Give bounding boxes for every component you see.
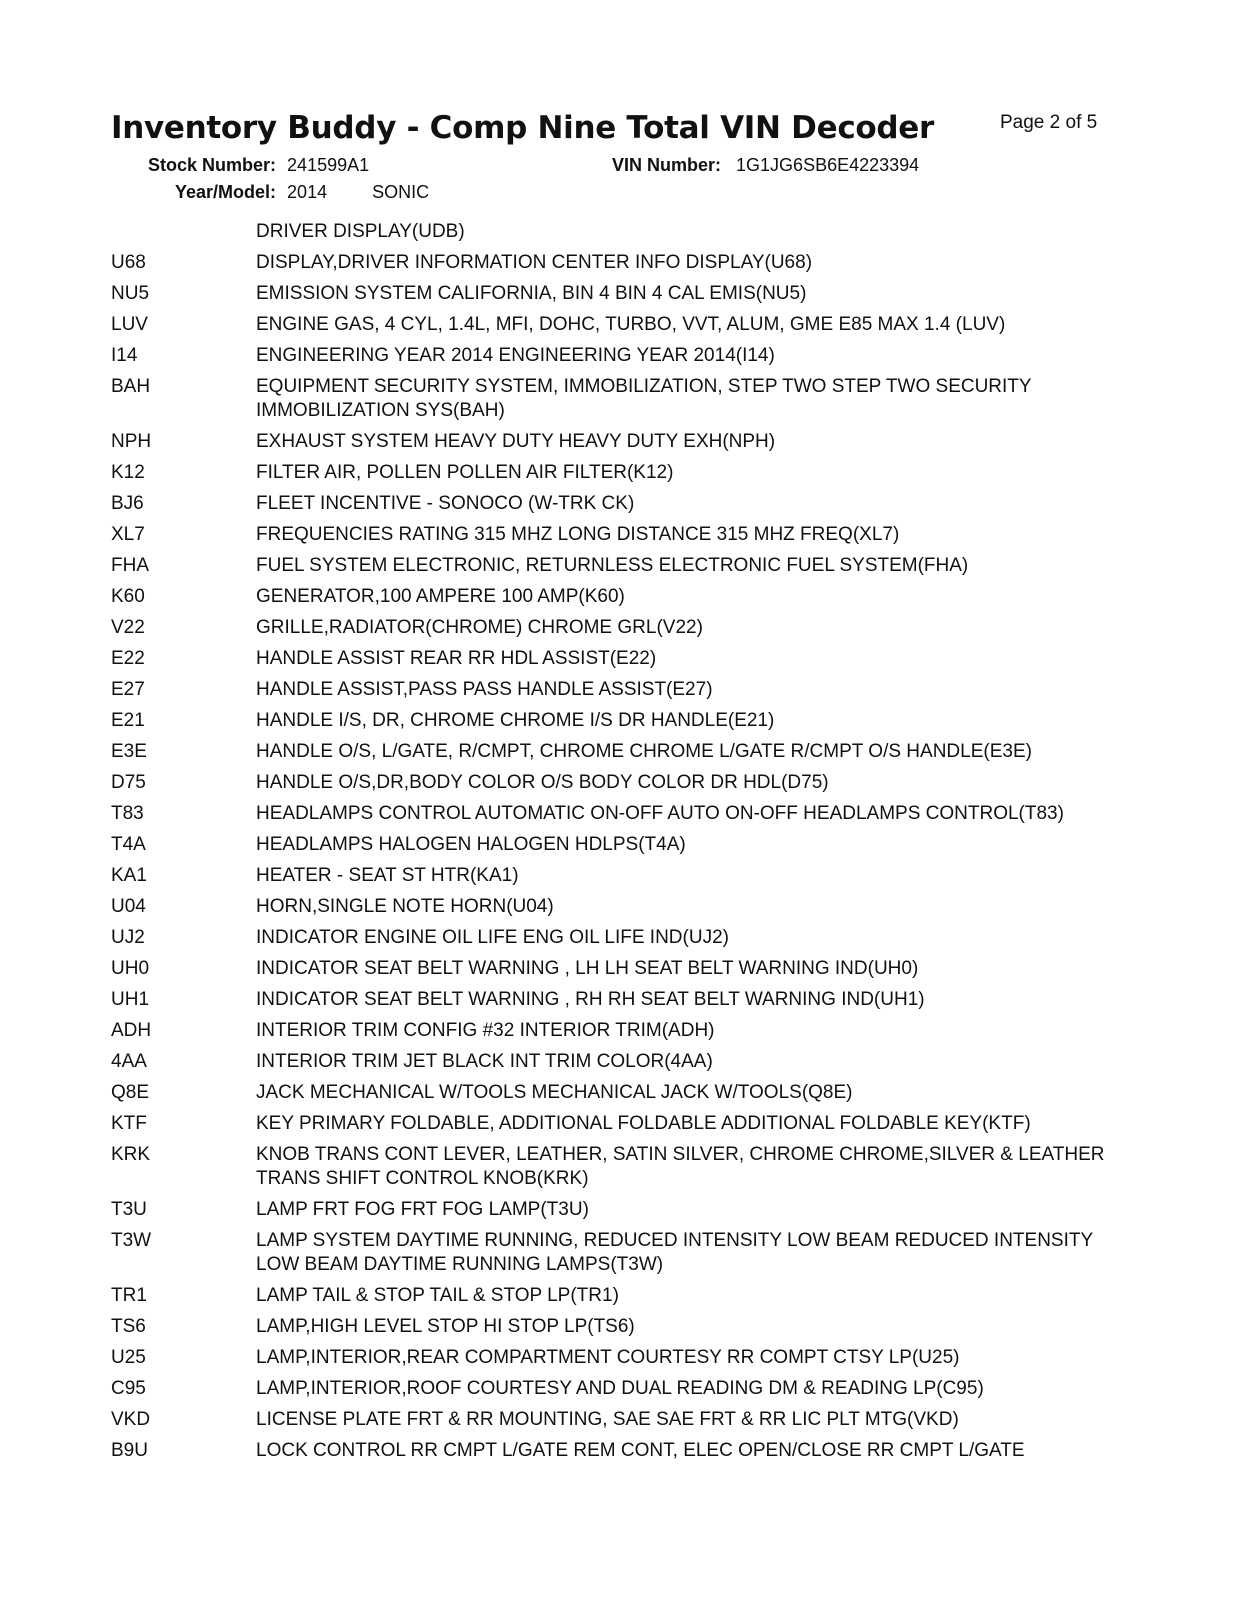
list-item bbox=[0, 988, 1236, 1012]
list-item bbox=[0, 1198, 1236, 1222]
list-item bbox=[0, 1408, 1236, 1432]
option-description: FUEL SYSTEM ELECTRONIC, RETURNLESS ELECTRONIC FUEL SYSTEM(FHA) bbox=[256, 555, 969, 576]
list-item bbox=[0, 895, 1236, 919]
option-code: U04 bbox=[111, 896, 146, 917]
list-item bbox=[0, 1229, 1236, 1277]
option-code: NPH bbox=[111, 431, 152, 452]
option-description: INDICATOR ENGINE OIL LIFE ENG OIL LIFE IND(UJ2) bbox=[256, 927, 729, 948]
option-code: U68 bbox=[111, 252, 146, 273]
list-item bbox=[0, 1112, 1236, 1136]
list-item bbox=[0, 344, 1236, 368]
option-code: TS6 bbox=[111, 1316, 146, 1337]
list-item bbox=[0, 554, 1236, 578]
option-description: EQUIPMENT SECURITY SYSTEM, IMMOBILIZATION, STEP TWO STEP TWO SECURITY IMMOBILIZATION SYS(BAH) bbox=[256, 376, 1032, 421]
option-code: FHA bbox=[111, 555, 149, 576]
option-code: T4A bbox=[111, 834, 146, 855]
option-code: TR1 bbox=[111, 1285, 147, 1306]
option-description: KNOB TRANS CONT LEVER, LEATHER, SATIN SILVER, CHROME CHROME,SILVER & LEATHER TRANS SHIFT CONTROL KNOB(KRK) bbox=[256, 1144, 1105, 1189]
option-code: D75 bbox=[111, 772, 146, 793]
stock-number-field bbox=[148, 155, 369, 176]
vin-number-value: 1G1JG6SB6E4223394 bbox=[736, 155, 920, 175]
list-item bbox=[0, 461, 1236, 485]
list-item bbox=[0, 282, 1236, 306]
option-description: LOCK CONTROL RR CMPT L/GATE REM CONT, ELEC OPEN/CLOSE RR CMPT L/GATE bbox=[256, 1440, 1025, 1461]
year-model-field bbox=[175, 182, 429, 203]
option-code: V22 bbox=[111, 617, 145, 638]
list-item bbox=[0, 1346, 1236, 1370]
option-code: 4AA bbox=[111, 1051, 147, 1072]
list-item bbox=[0, 957, 1236, 981]
option-code: T83 bbox=[111, 803, 144, 824]
option-description: LICENSE PLATE FRT & RR MOUNTING, SAE SAE FRT & RR LIC PLT MTG(VKD) bbox=[256, 1409, 959, 1430]
list-item bbox=[0, 1439, 1236, 1463]
list-item bbox=[0, 430, 1236, 454]
option-description: INDICATOR SEAT BELT WARNING , LH LH SEAT BELT WARNING IND(UH0) bbox=[256, 958, 919, 979]
option-code: UJ2 bbox=[111, 927, 145, 948]
option-code: VKD bbox=[111, 1409, 151, 1430]
option-code: NU5 bbox=[111, 283, 150, 304]
option-code: KRK bbox=[111, 1144, 151, 1165]
list-item bbox=[0, 585, 1236, 609]
option-description: GRILLE,RADIATOR(CHROME) CHROME GRL(V22) bbox=[256, 617, 703, 638]
list-item bbox=[0, 864, 1236, 888]
option-code: B9U bbox=[111, 1440, 148, 1461]
option-description: INTERIOR TRIM CONFIG #32 INTERIOR TRIM(ADH) bbox=[256, 1020, 715, 1041]
vin-number-label: VIN Number: bbox=[612, 155, 722, 175]
page-title: Inventory Buddy - Comp Nine Total VIN Decoder bbox=[111, 110, 935, 146]
list-item bbox=[0, 1143, 1236, 1191]
list-item bbox=[0, 616, 1236, 640]
option-description: LAMP FRT FOG FRT FOG LAMP(T3U) bbox=[256, 1199, 589, 1220]
list-item bbox=[0, 251, 1236, 275]
list-item bbox=[0, 220, 1236, 244]
list-item bbox=[0, 771, 1236, 795]
option-description: DISPLAY,DRIVER INFORMATION CENTER INFO DISPLAY(U68) bbox=[256, 252, 813, 273]
option-code: T3W bbox=[111, 1230, 152, 1251]
option-description: HEATER - SEAT ST HTR(KA1) bbox=[256, 865, 519, 886]
list-item bbox=[0, 1081, 1236, 1105]
option-description: ENGINEERING YEAR 2014 ENGINEERING YEAR 2014(I14) bbox=[256, 345, 775, 366]
option-description: LAMP SYSTEM DAYTIME RUNNING, REDUCED INTENSITY LOW BEAM REDUCED INTENSITY LOW BEAM DAYTIME RUNNING LAMPS(T3W) bbox=[256, 1230, 1093, 1275]
option-code: E21 bbox=[111, 710, 145, 731]
option-code: KTF bbox=[111, 1113, 147, 1134]
option-code: LUV bbox=[111, 314, 148, 335]
list-item bbox=[0, 1050, 1236, 1074]
option-description: ENGINE GAS, 4 CYL, 1.4L, MFI, DOHC, TURBO, VVT, ALUM, GME E85 MAX 1.4 (LUV) bbox=[256, 314, 1006, 335]
option-description: GENERATOR,100 AMPERE 100 AMP(K60) bbox=[256, 586, 625, 607]
option-code: E3E bbox=[111, 741, 147, 762]
list-item bbox=[0, 1315, 1236, 1339]
list-item bbox=[0, 926, 1236, 950]
option-code: UH0 bbox=[111, 958, 150, 979]
option-description: HEADLAMPS CONTROL AUTOMATIC ON-OFF AUTO ON-OFF HEADLAMPS CONTROL(T83) bbox=[256, 803, 1064, 824]
option-code: T3U bbox=[111, 1199, 147, 1220]
option-code: Q8E bbox=[111, 1082, 150, 1103]
option-description: LAMP,INTERIOR,ROOF COURTESY AND DUAL READING DM & READING LP(C95) bbox=[256, 1378, 984, 1399]
option-description: JACK MECHANICAL W/TOOLS MECHANICAL JACK W/TOOLS(Q8E) bbox=[256, 1082, 853, 1103]
list-item bbox=[0, 802, 1236, 826]
list-item bbox=[0, 1284, 1236, 1308]
vin-number-field bbox=[612, 155, 919, 176]
option-code: E22 bbox=[111, 648, 145, 669]
option-description: DRIVER DISPLAY(UDB) bbox=[256, 221, 465, 242]
option-code: C95 bbox=[111, 1378, 146, 1399]
option-description: FILTER AIR, POLLEN POLLEN AIR FILTER(K12) bbox=[256, 462, 674, 483]
option-code: U25 bbox=[111, 1347, 146, 1368]
list-item bbox=[0, 1377, 1236, 1401]
option-code: ADH bbox=[111, 1020, 152, 1041]
option-description: HEADLAMPS HALOGEN HALOGEN HDLPS(T4A) bbox=[256, 834, 686, 855]
option-description: FLEET INCENTIVE - SONOCO (W-TRK CK) bbox=[256, 493, 635, 514]
list-item bbox=[0, 523, 1236, 547]
option-code: KA1 bbox=[111, 865, 147, 886]
page-number: Page 2 of 5 bbox=[1000, 112, 1098, 133]
option-code: UH1 bbox=[111, 989, 150, 1010]
option-description: HORN,SINGLE NOTE HORN(U04) bbox=[256, 896, 554, 917]
option-description: LAMP,HIGH LEVEL STOP HI STOP LP(TS6) bbox=[256, 1316, 635, 1337]
stock-number-value: 241599A1 bbox=[287, 155, 370, 175]
option-description: KEY PRIMARY FOLDABLE, ADDITIONAL FOLDABLE ADDITIONAL FOLDABLE KEY(KTF) bbox=[256, 1113, 1031, 1134]
option-description: LAMP TAIL & STOP TAIL & STOP LP(TR1) bbox=[256, 1285, 619, 1306]
option-description: HANDLE O/S,DR,BODY COLOR O/S BODY COLOR DR HDL(D75) bbox=[256, 772, 829, 793]
option-description: INDICATOR SEAT BELT WARNING , RH RH SEAT BELT WARNING IND(UH1) bbox=[256, 989, 925, 1010]
option-description: LAMP,INTERIOR,REAR COMPARTMENT COURTESY RR COMPT CTSY LP(U25) bbox=[256, 1347, 960, 1368]
option-description: HANDLE O/S, L/GATE, R/CMPT, CHROME CHROME L/GATE R/CMPT O/S HANDLE(E3E) bbox=[256, 741, 1032, 762]
list-item bbox=[0, 740, 1236, 764]
option-code: K60 bbox=[111, 586, 145, 607]
option-description: HANDLE I/S, DR, CHROME CHROME I/S DR HANDLE(E21) bbox=[256, 710, 775, 731]
list-item bbox=[0, 678, 1236, 702]
list-item bbox=[0, 1019, 1236, 1043]
year-value: 2014 bbox=[287, 182, 328, 202]
list-item bbox=[0, 709, 1236, 733]
option-code: K12 bbox=[111, 462, 145, 483]
option-code-list bbox=[0, 220, 1236, 1470]
stock-number-label: Stock Number: bbox=[148, 155, 277, 175]
option-code: I14 bbox=[111, 345, 138, 366]
option-code: BJ6 bbox=[111, 493, 144, 514]
option-description: EMISSION SYSTEM CALIFORNIA, BIN 4 BIN 4 CAL EMIS(NU5) bbox=[256, 283, 807, 304]
option-description: HANDLE ASSIST REAR RR HDL ASSIST(E22) bbox=[256, 648, 657, 669]
option-code: BAH bbox=[111, 376, 151, 397]
option-description: EXHAUST SYSTEM HEAVY DUTY HEAVY DUTY EXH(NPH) bbox=[256, 431, 776, 452]
model-value: SONIC bbox=[372, 182, 430, 202]
list-item bbox=[0, 313, 1236, 337]
option-description: INTERIOR TRIM JET BLACK INT TRIM COLOR(4AA) bbox=[256, 1051, 713, 1072]
list-item bbox=[0, 833, 1236, 857]
option-code: XL7 bbox=[111, 524, 145, 545]
list-item bbox=[0, 647, 1236, 671]
list-item bbox=[0, 375, 1236, 423]
list-item bbox=[0, 492, 1236, 516]
option-code: E27 bbox=[111, 679, 145, 700]
option-description: FREQUENCIES RATING 315 MHZ LONG DISTANCE 315 MHZ FREQ(XL7) bbox=[256, 524, 900, 545]
year-model-label: Year/Model: bbox=[175, 182, 277, 202]
option-description: HANDLE ASSIST,PASS PASS HANDLE ASSIST(E27) bbox=[256, 679, 713, 700]
